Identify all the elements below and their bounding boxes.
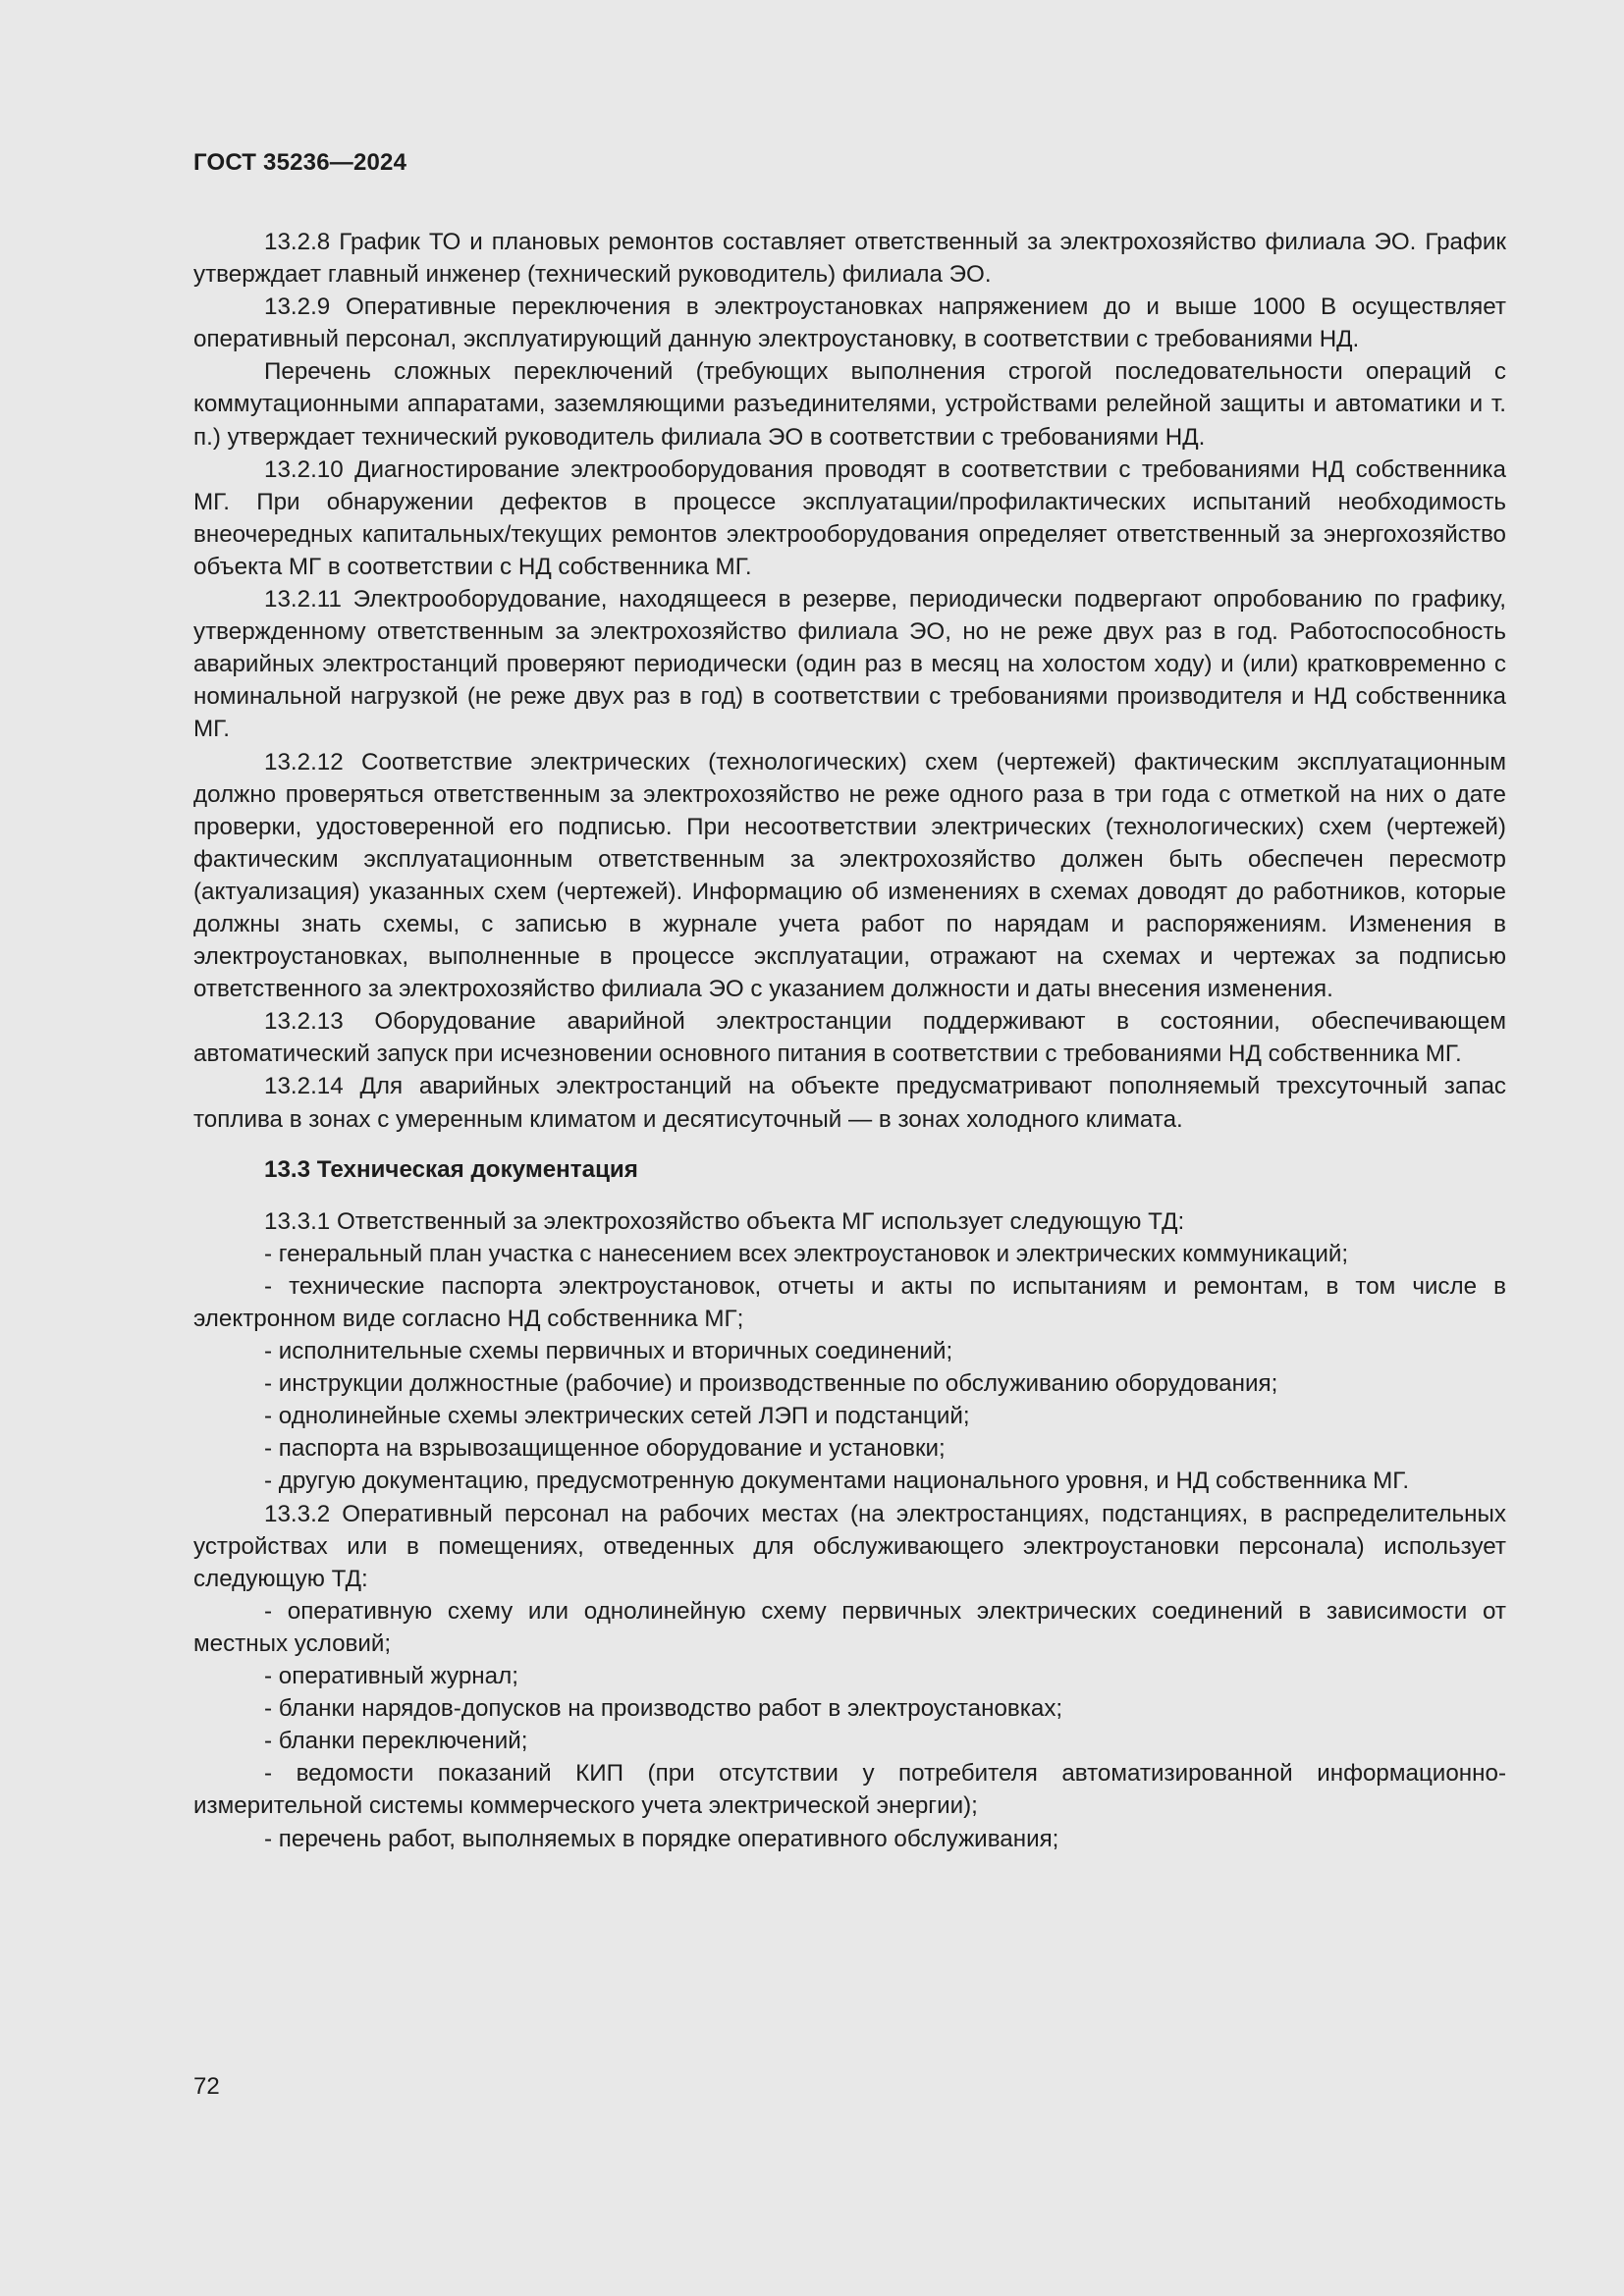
page-number: 72 <box>193 2073 220 2100</box>
paragraph-13-2-10: 13.2.10 Диагностирование электрооборудования проводят в соответствии с требованиями НД собственника МГ. При обнаружении дефектов в процессе эксплуатации/профилактических испытаний необходимость внеочередных капитальных/текущих ремонтов электрооборудования определяет ответственный за энергохозяйство объекта МГ в соответствии с НД собственника МГ. <box>193 455 1506 580</box>
paragraph-13-2-13: 13.2.13 Оборудование аварийной электростанции поддерживают в состоянии, обеспечивающем автоматический запуск при исчезновении основного питания в соответствии с требованиями НД собственника МГ. <box>193 1008 1506 1068</box>
section-heading: 13.3 Техническая документация <box>264 1155 638 1183</box>
list-item: - технические паспорта электроустановок, отчеты и акты по испытаниям и ремонтам, в том числе в электронном виде согласно НД собственника МГ; <box>193 1272 1506 1332</box>
list-item: - ведомости показаний КИП (при отсутствии у потребителя автоматизированной информационно-измерительной системы коммерческого учета электрической энергии); <box>193 1760 1506 1820</box>
list-item: - бланки нарядов-допусков на производство работ в электроустановках; <box>264 1695 1063 1723</box>
paragraph-13-2-11: 13.2.11 Электрооборудование, находящееся в резерве, периодически подвергают опробованию по графику, утвержденному ответственным за электрохозяйство филиала ЭО, но не реже двух раз в год. Работоспособность аварийных электростанций проверяют периодически (один раз в месяц на холостом ходу) и (или) кратковременно с номинальной нагрузкой (не реже двух раз в год) в соответствии с требованиями производителя и НД собственника МГ. <box>193 586 1506 743</box>
list-item: - оперативную схему или однолинейную схему первичных электрических соединений в зависимости от местных условий; <box>193 1597 1506 1657</box>
list-item: - перечень работ, выполняемых в порядке оперативного обслуживания; <box>264 1825 1059 1852</box>
list-item: - инструкции должностные (рабочие) и производственные по обслуживанию оборудования; <box>264 1370 1278 1398</box>
paragraph-complex-switching: Перечень сложных переключений (требующих выполнения строгой последовательности операций с коммутационными аппаратами, заземляющими разъединителями, устройствами релейной защиты и автоматики и т. п.) утверждает технический руководитель филиала ЭО в соответствии с требованиями НД. <box>193 358 1506 451</box>
paragraph-13-2-14: 13.2.14 Для аварийных электростанций на объекте предусматривают пополняемый трехсуточный запас топлива в зонах с умеренным климатом и десятисуточный — в зонах холодного климата. <box>193 1073 1506 1133</box>
paragraph-13-2-9: 13.2.9 Оперативные переключения в электроустановках напряжением до и выше 1000 В осуществляет оперативный персонал, эксплуатирующий данную электроустановку, в соответствии с требованиями НД. <box>193 294 1506 353</box>
list-item: - бланки переключений; <box>264 1728 528 1755</box>
paragraph-13-3-2: 13.3.2 Оперативный персонал на рабочих местах (на электростанциях, подстанциях, в распределительных устройствах или в помещениях, отведенных для обслуживающего электроустановки персонала) использует следующую ТД: <box>193 1500 1506 1592</box>
paragraph-13-2-8: 13.2.8 График ТО и плановых ремонтов составляет ответственный за электрохозяйство филиала ЭО. График утверждает главный инженер (технический руководитель) филиала ЭО. <box>193 229 1506 289</box>
list-item: - оперативный журнал; <box>264 1663 518 1690</box>
list-item: - исполнительные схемы первичных и вторичных соединений; <box>264 1338 953 1365</box>
document-header: ГОСТ 35236—2024 <box>193 149 407 176</box>
list-item: - генеральный план участка с нанесением всех электроустановок и электрических коммуникаций; <box>264 1240 1349 1267</box>
list-item: - однолинейные схемы электрических сетей ЛЭП и подстанций; <box>264 1403 970 1430</box>
paragraph-13-3-1: 13.3.1 Ответственный за электрохозяйство объекта МГ использует следующую ТД: <box>264 1207 1185 1235</box>
paragraph-13-2-12: 13.2.12 Соответствие электрических (технологических) схем (чертежей) фактическим эксплуатационным должно проверяться ответственным за электрохозяйство не реже одного раза в три года с отметкой на них о дате проверки, удостоверенной его подписью. При несоответствии электрических (технологических) схем (чертежей) фактическим эксплуатационным ответственным за электрохозяйство должен быть обеспечен пересмотр (актуализация) указанных схем (чертежей). Информацию об изменениях в схемах доводят до работников, которые должны знать схемы, с записью в журнале учета работ по нарядам и распоряжениям. Изменения в электроустановках, выполненные в процессе эксплуатации, отражают на схемах и чертежах за подписью ответственного за электрохозяйство филиала ЭО с указанием должности и даты внесения изменения. <box>193 748 1506 1003</box>
list-item: - другую документацию, предусмотренную документами национального уровня, и НД собственника МГ. <box>264 1468 1410 1495</box>
list-item: - паспорта на взрывозащищенное оборудование и установки; <box>264 1435 946 1463</box>
document-body <box>193 226 1506 1855</box>
